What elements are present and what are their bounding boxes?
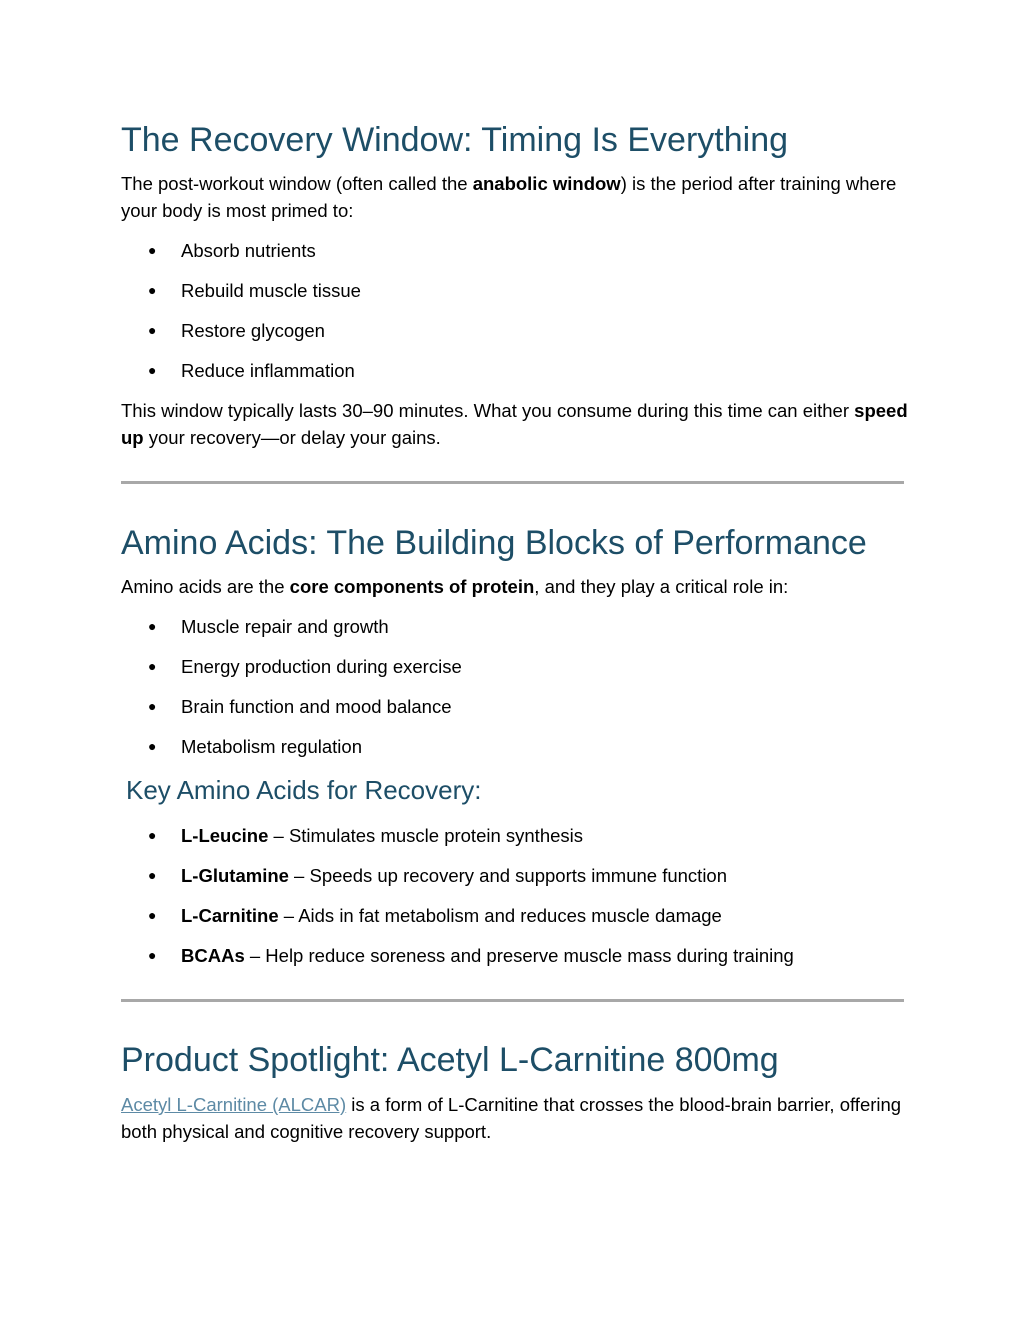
bullet-icon: ● — [148, 322, 157, 338]
key-amino-acids-subheading: Key Amino Acids for Recovery: — [126, 775, 482, 805]
list-item — [121, 693, 911, 733]
amino-description: – Speeds up recovery and supports immune function — [288, 865, 728, 886]
list-item-text: Muscle repair and growth — [181, 616, 389, 637]
section-heading-product-spotlight: Product Spotlight: Acetyl L-Carnitine 800mg — [121, 1041, 779, 1079]
bullet-icon: ● — [148, 618, 157, 634]
bullet-icon: ● — [148, 738, 157, 754]
section-heading-amino-acids: Amino Acids: The Building Blocks of Performance — [121, 524, 867, 562]
bullet-icon: ● — [148, 698, 157, 714]
product-intro-text: is a form of L-Carnitine that crosses the blood-brain barrier, offering both physical and cognitive recovery support. — [121, 1094, 902, 1142]
bullet-icon: ● — [148, 362, 157, 378]
bullet-icon: ● — [148, 907, 157, 923]
list-item — [121, 822, 911, 862]
list-item — [121, 942, 911, 982]
amino-term: L-Leucine — [181, 825, 269, 846]
recovery-intro-text-2: ) is the period after training where your body is most primed to: — [121, 173, 897, 221]
bullet-icon: ● — [148, 658, 157, 674]
recovery-intro-text-1: The post-workout window (often called the — [121, 173, 473, 194]
recovery-outro-paragraph — [121, 397, 911, 451]
bullet-icon: ● — [148, 947, 157, 963]
list-item — [121, 317, 911, 357]
key-amino-bullet-list — [121, 822, 911, 982]
amino-description: – Stimulates muscle protein synthesis — [268, 825, 584, 846]
section-divider — [121, 999, 904, 1002]
speed-up-bold: speed up — [121, 400, 908, 448]
list-item-text: Energy production during exercise — [181, 656, 462, 677]
list-item-text: Brain function and mood balance — [181, 696, 452, 717]
list-item-text: Restore glycogen — [181, 320, 325, 341]
bullet-icon: ● — [148, 827, 157, 843]
anabolic-window-bold: anabolic window — [472, 173, 621, 194]
amino-role-bullet-list — [121, 613, 911, 773]
list-item — [121, 862, 911, 902]
recovery-outro-text-2: your recovery—or delay your gains. — [143, 427, 441, 448]
list-item — [121, 733, 911, 773]
amino-intro-text-1: Amino acids are the — [121, 576, 290, 597]
core-components-bold: core components of protein — [289, 576, 535, 597]
list-item-text: Rebuild muscle tissue — [181, 280, 361, 301]
list-item-text: Reduce inflammation — [181, 360, 355, 381]
list-item — [121, 613, 911, 653]
bullet-icon: ● — [148, 242, 157, 258]
list-item — [121, 902, 911, 942]
list-item — [121, 653, 911, 693]
list-item-text: Metabolism regulation — [181, 736, 362, 757]
amino-description: – Help reduce soreness and preserve muscle mass during training — [244, 945, 794, 966]
bullet-icon: ● — [148, 867, 157, 883]
list-item — [121, 237, 911, 277]
list-item-text: Absorb nutrients — [181, 240, 316, 261]
section-divider — [121, 481, 904, 484]
recovery-bullet-list — [121, 237, 911, 397]
list-item — [121, 357, 911, 397]
amino-description: – Aids in fat metabolism and reduces muscle damage — [278, 905, 722, 926]
recovery-outro-text-1: This window typically lasts 30–90 minutes. What you consume during this time can either — [121, 400, 855, 421]
alcar-link[interactable]: Acetyl L-Carnitine (ALCAR) — [121, 1094, 347, 1115]
amino-term: L-Carnitine — [181, 905, 279, 926]
list-item — [121, 277, 911, 317]
bullet-icon: ● — [148, 282, 157, 298]
amino-intro-text-2: , and they play a critical role in: — [534, 576, 789, 597]
amino-term: BCAAs — [181, 945, 245, 966]
section-heading-recovery-window: The Recovery Window: Timing Is Everything — [121, 121, 789, 159]
amino-term: L-Glutamine — [181, 865, 289, 886]
amino-intro-paragraph — [121, 573, 911, 600]
recovery-intro-paragraph — [121, 170, 911, 224]
product-intro-paragraph — [121, 1091, 911, 1145]
